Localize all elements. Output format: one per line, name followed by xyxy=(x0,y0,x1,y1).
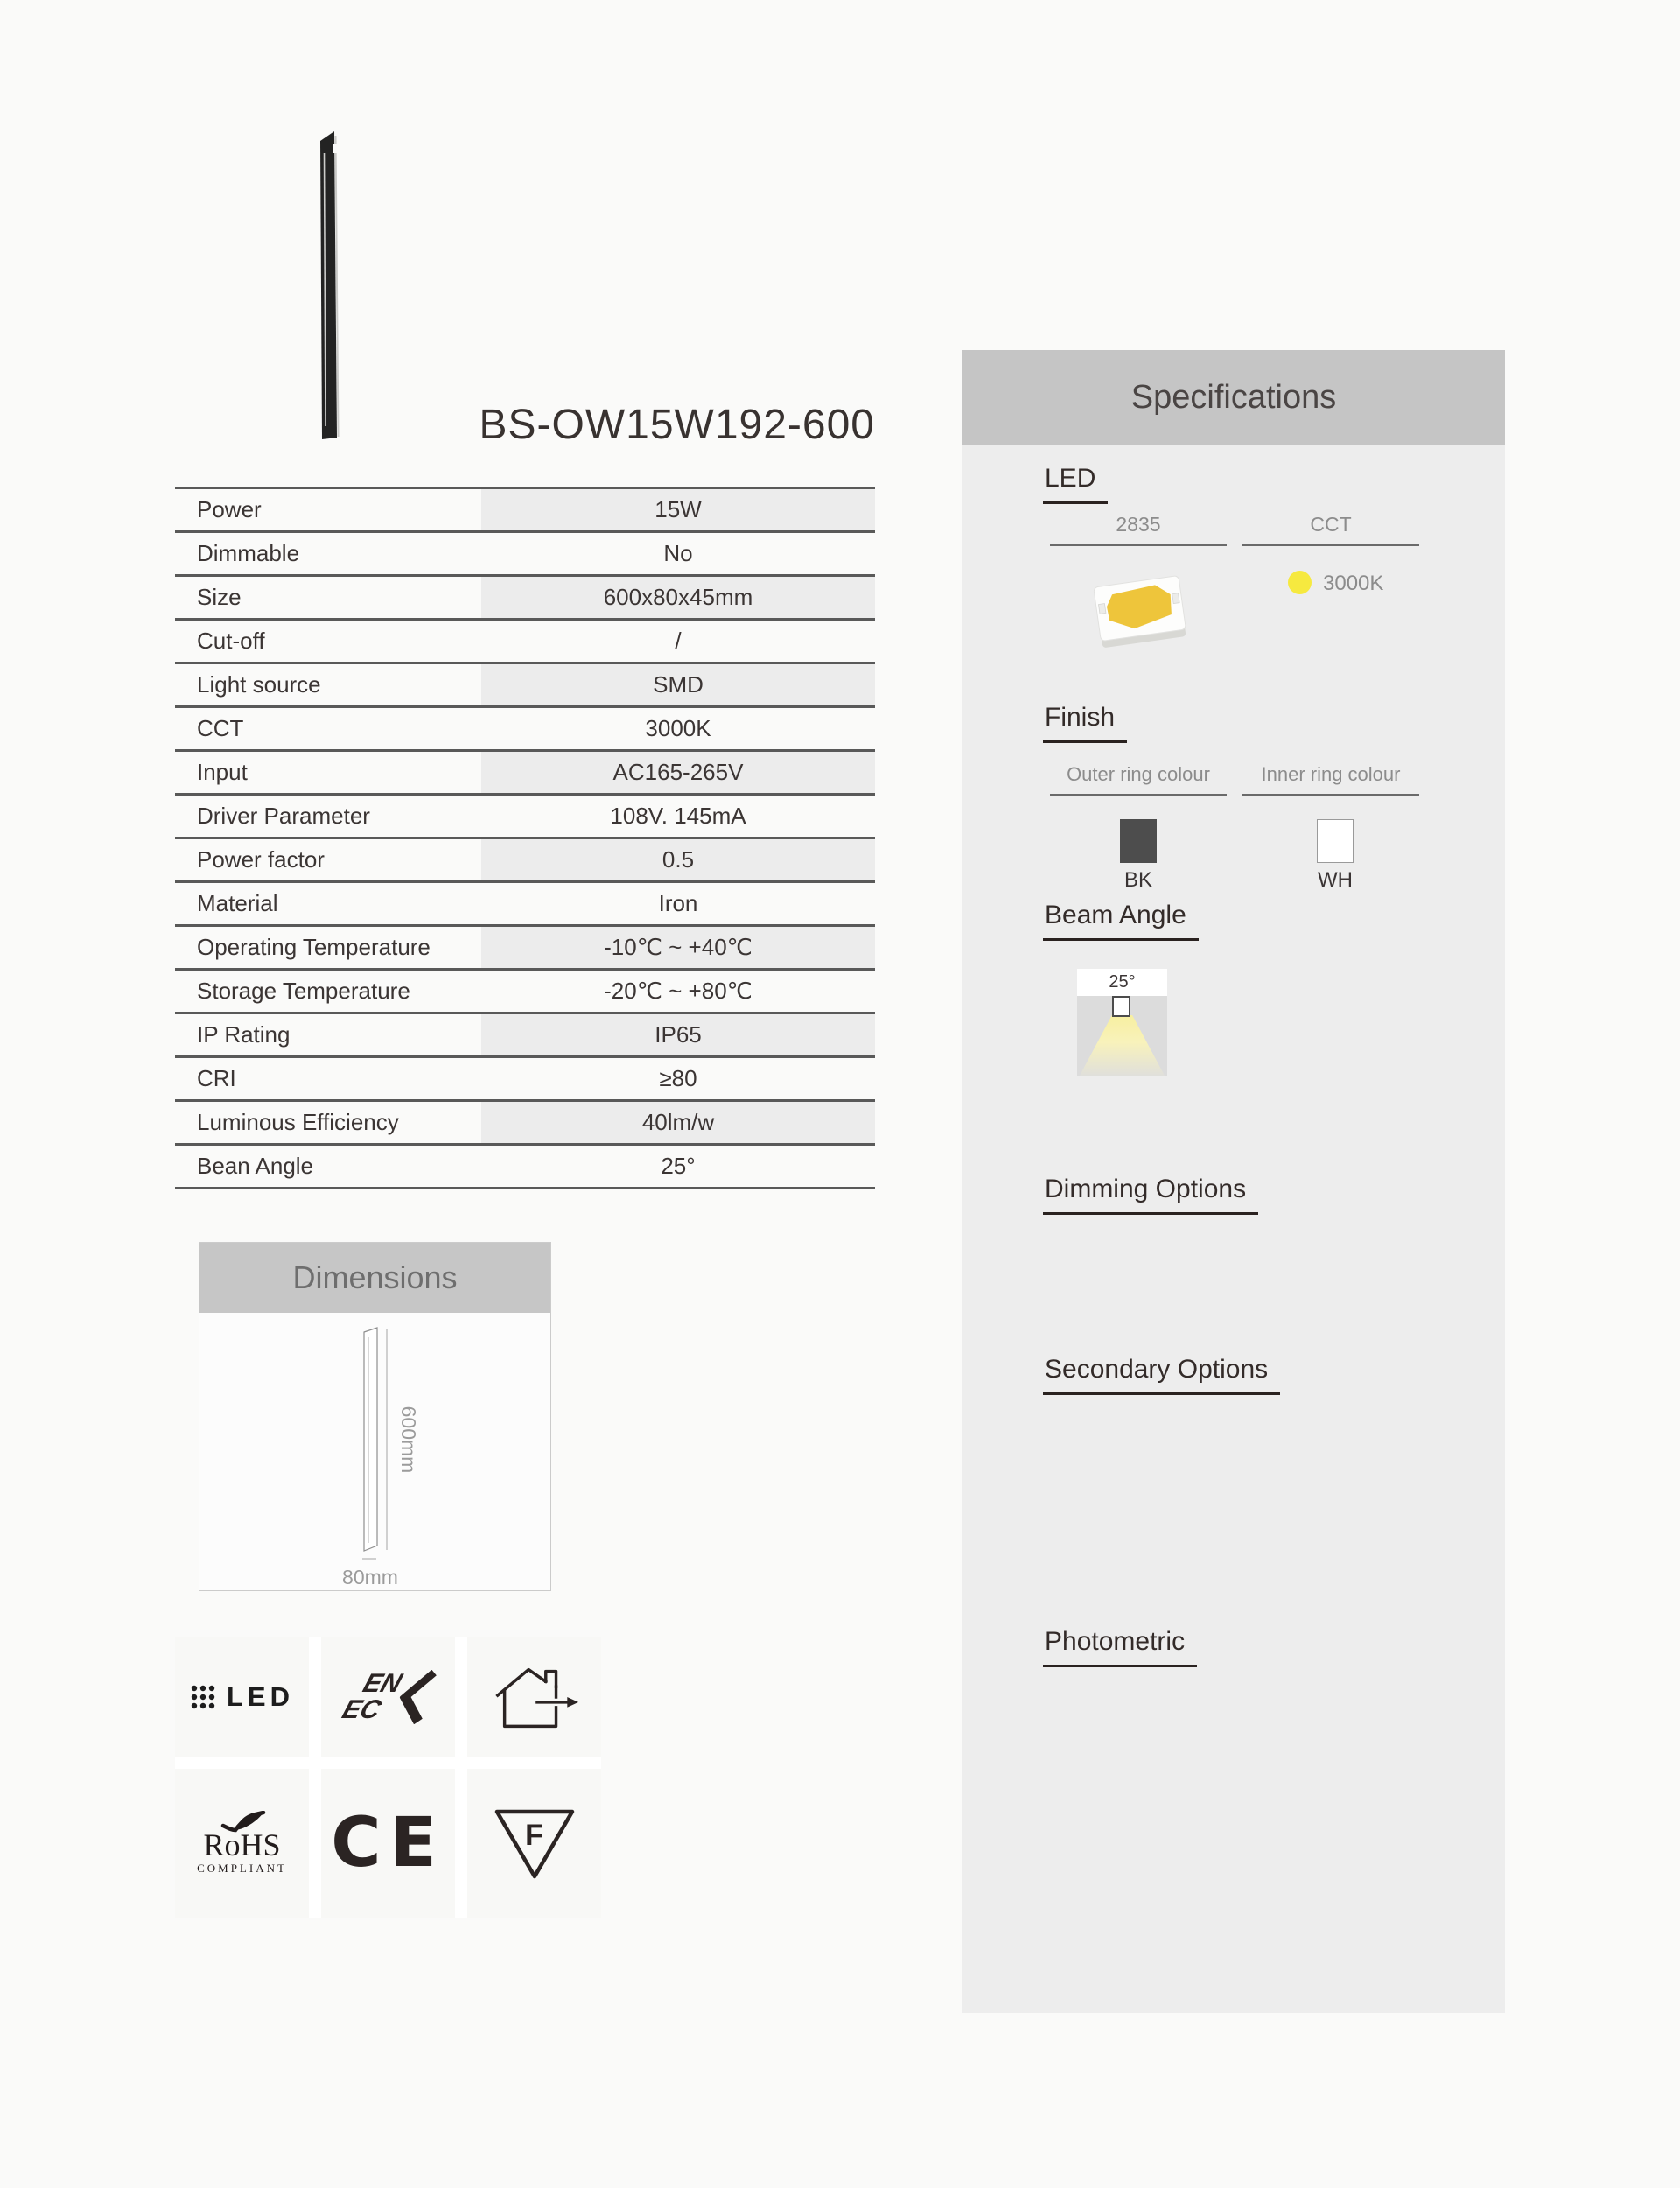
rohs-compliant-label: COMPLIANT xyxy=(197,1862,287,1875)
table-row xyxy=(175,1102,875,1146)
house-arrow-icon xyxy=(487,1662,582,1732)
spec-label: Power factor xyxy=(197,846,325,873)
spec-value: 40lm/w xyxy=(481,1102,875,1143)
table-row xyxy=(175,708,875,752)
spec-label: Light source xyxy=(197,671,321,698)
spec-table xyxy=(175,487,875,1189)
badge-led xyxy=(175,1637,309,1757)
inner-ring-code: WH xyxy=(1318,868,1353,892)
table-row xyxy=(175,839,875,883)
badge-indoor-use xyxy=(467,1637,601,1757)
spec-label: Luminous Efficiency xyxy=(197,1109,399,1135)
badge-f-triangle xyxy=(467,1769,601,1918)
section-heading-finish: Finish xyxy=(1043,703,1127,743)
page-title: BS-OW15W192-600 xyxy=(479,402,875,448)
spec-value: SMD xyxy=(481,664,875,705)
spec-value: 0.5 xyxy=(481,839,875,880)
length-label: 600mm xyxy=(397,1406,420,1474)
table-row xyxy=(175,927,875,971)
badge-ce xyxy=(321,1769,455,1918)
spec-label: Input xyxy=(197,759,248,785)
table-row xyxy=(175,621,875,664)
spec-value: -20℃ ~ +80℃ xyxy=(604,978,752,1004)
enec-icon xyxy=(339,1670,438,1724)
certification-grid xyxy=(175,1637,601,1918)
spec-value: ≥80 xyxy=(659,1065,697,1091)
spec-label: Driver Parameter xyxy=(197,803,370,829)
spec-value: 15W xyxy=(481,489,875,530)
spec-value: 3000K xyxy=(645,715,711,741)
spec-value: AC165-265V xyxy=(481,752,875,793)
led-mark-label: LED xyxy=(227,1680,294,1712)
rohs-label: RoHS xyxy=(203,1827,281,1862)
rohs-icon xyxy=(197,1811,287,1876)
badge-rohs xyxy=(175,1769,309,1918)
table-row xyxy=(175,752,875,796)
product-photo xyxy=(312,125,341,444)
spec-label: Cut-off xyxy=(197,628,265,654)
cct-color-dot xyxy=(1288,571,1312,594)
spec-label: Operating Temperature xyxy=(197,934,430,960)
beam-cone xyxy=(1080,1015,1165,1076)
f-label: F xyxy=(525,1819,543,1852)
spec-label: Dimmable xyxy=(197,540,300,566)
cct-column-label: CCT xyxy=(1242,513,1419,546)
dimensions-drawing xyxy=(200,1313,550,1590)
specifications-title: Specifications xyxy=(962,350,1505,445)
fixture-notch xyxy=(333,144,339,153)
dimensions-box xyxy=(199,1242,551,1591)
outer-ring-label: Outer ring colour xyxy=(1050,763,1227,796)
enec-top-label: EN xyxy=(359,1668,405,1698)
spec-value: No xyxy=(663,540,693,566)
spec-value: / xyxy=(675,628,682,654)
table-row xyxy=(175,1014,875,1058)
spec-label: IP Rating xyxy=(197,1021,290,1048)
specifications-panel xyxy=(962,350,1505,2013)
table-row xyxy=(175,971,875,1014)
beam-angle-graphic xyxy=(1077,969,1167,1076)
table-row xyxy=(175,533,875,577)
dimensions-title: Dimensions xyxy=(200,1243,550,1313)
spec-label: CRI xyxy=(197,1065,236,1091)
inner-ring-swatch xyxy=(1317,819,1354,863)
spec-value: IP65 xyxy=(481,1014,875,1055)
fixture-outline xyxy=(364,1328,377,1551)
spec-value: 600x80x45mm xyxy=(481,577,875,618)
spec-label: Bean Angle xyxy=(197,1153,314,1179)
outer-ring-swatch xyxy=(1120,819,1157,863)
spec-value: 25° xyxy=(661,1153,696,1179)
section-heading-secondary: Secondary Options xyxy=(1043,1355,1280,1395)
spec-label: Material xyxy=(197,890,278,916)
outer-ring-code: BK xyxy=(1124,868,1152,892)
table-row xyxy=(175,796,875,839)
fixture-body xyxy=(320,131,337,439)
table-row xyxy=(175,577,875,621)
table-row xyxy=(175,1146,875,1189)
badge-enec xyxy=(321,1637,455,1757)
spec-label: Storage Temperature xyxy=(197,978,410,1004)
spec-label: Size xyxy=(197,584,242,610)
section-heading-photometric: Photometric xyxy=(1043,1627,1197,1667)
section-heading-led: LED xyxy=(1043,464,1108,504)
cct-value: 3000K xyxy=(1323,572,1384,595)
spec-value: 108V. 145mA xyxy=(610,803,746,829)
table-row xyxy=(175,883,875,927)
table-row xyxy=(175,1058,875,1102)
beam-angle-value: 25° xyxy=(1077,969,1167,996)
beam-lamp-icon xyxy=(1112,996,1130,1017)
led-chip-image xyxy=(1087,565,1194,655)
width-label: 80mm xyxy=(342,1566,398,1588)
spec-label: Power xyxy=(197,496,262,522)
spec-value: Iron xyxy=(658,890,698,916)
f-triangle-icon xyxy=(493,1806,577,1880)
chip-type-label: 2835 xyxy=(1050,513,1227,546)
spec-label: CCT xyxy=(197,715,244,741)
section-heading-beam-angle: Beam Angle xyxy=(1043,901,1199,941)
inner-ring-label: Inner ring colour xyxy=(1242,763,1419,796)
spec-value: -10℃ ~ +40℃ xyxy=(481,927,875,968)
led-dots-icon xyxy=(190,1684,216,1710)
ce-icon: CE xyxy=(331,1804,445,1883)
table-row xyxy=(175,664,875,708)
section-heading-dimming: Dimming Options xyxy=(1043,1175,1258,1215)
enec-bottom-label: EC xyxy=(338,1694,384,1724)
table-row xyxy=(175,489,875,533)
